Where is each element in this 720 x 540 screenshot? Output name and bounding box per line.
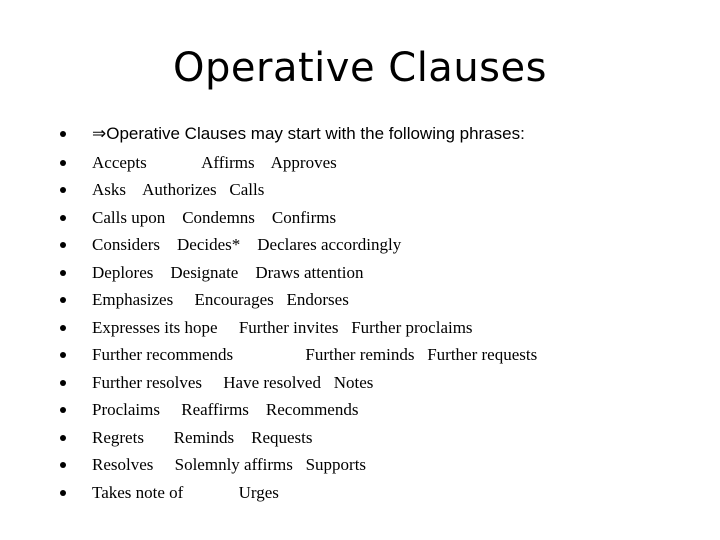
phrase-text: Regrets Reminds Requests bbox=[92, 427, 313, 447]
list-item bbox=[60, 479, 537, 507]
bullet-icon bbox=[60, 380, 66, 386]
bullet-icon bbox=[60, 131, 66, 137]
list-item bbox=[60, 314, 537, 342]
list-item bbox=[60, 259, 537, 287]
phrase-text: Calls upon Condemns Confirms bbox=[92, 207, 337, 227]
bullet-icon bbox=[60, 187, 66, 193]
bullet-icon bbox=[60, 490, 66, 496]
bullet-icon bbox=[60, 407, 66, 413]
list-item bbox=[60, 149, 537, 177]
phrase-list bbox=[60, 120, 537, 507]
bullet-icon bbox=[60, 215, 66, 221]
phrase-text: Further resolves Have resolved Notes bbox=[92, 372, 374, 392]
bullet-icon bbox=[60, 352, 66, 358]
list-item bbox=[60, 452, 537, 480]
phrase-text: Proclaims Reaffirms Recommends bbox=[92, 400, 359, 420]
bullet-icon bbox=[60, 270, 66, 276]
intro-text: ⇒Operative Clauses may start with the following phrases: bbox=[92, 124, 525, 143]
bullet-icon bbox=[60, 435, 66, 441]
phrase-text: Accepts Affirms Approves bbox=[92, 152, 337, 172]
phrase-text: Emphasizes Encourages Endorses bbox=[92, 290, 349, 310]
list-item bbox=[60, 287, 537, 315]
list-item bbox=[60, 397, 537, 425]
phrase-text: Expresses its hope Further invites Further proclaims bbox=[92, 317, 473, 337]
list-item bbox=[60, 424, 537, 452]
list-item bbox=[60, 177, 537, 205]
list-item bbox=[60, 204, 537, 232]
list-item bbox=[60, 232, 537, 260]
phrase-text: Takes note of Urges bbox=[92, 482, 279, 502]
bullet-icon bbox=[60, 160, 66, 166]
phrase-text: Resolves Solemnly affirms Supports bbox=[92, 455, 367, 475]
phrase-text: Deplores Designate Draws attention bbox=[92, 262, 364, 282]
list-item bbox=[60, 369, 537, 397]
phrase-text: Further recommends Further reminds Further requests bbox=[92, 345, 538, 365]
phrase-text: Asks Authorizes Calls bbox=[92, 180, 265, 200]
intro-item bbox=[60, 120, 537, 148]
bullet-icon bbox=[60, 462, 66, 468]
bullet-icon bbox=[60, 325, 66, 331]
bullet-icon bbox=[60, 297, 66, 303]
bullet-icon bbox=[60, 242, 66, 248]
list-item bbox=[60, 342, 537, 370]
phrase-text: Considers Decides* Declares accordingly bbox=[92, 235, 402, 255]
slide-title: Operative Clauses bbox=[173, 45, 547, 91]
